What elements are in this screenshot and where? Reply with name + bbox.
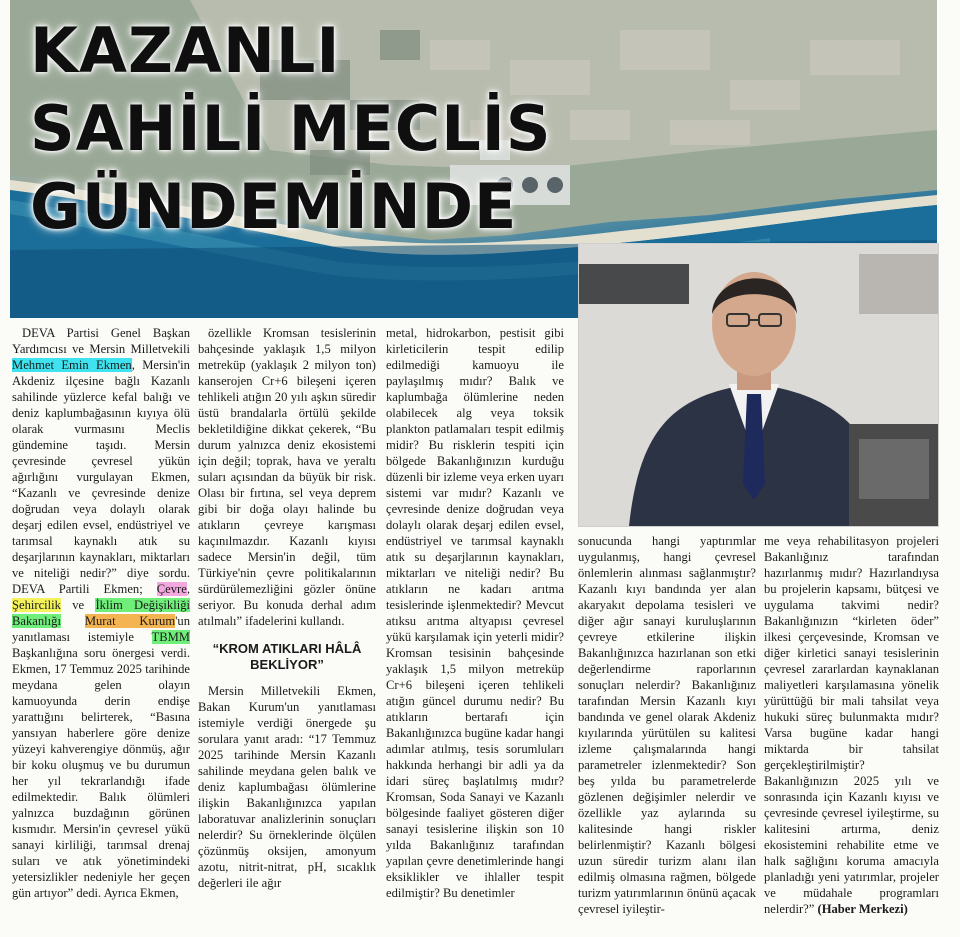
highlight-sehircilik: Şehircilik: [12, 598, 61, 612]
text: me veya rehabilitasyon projeleri Bakanlığınız tarafından hazırlanmış mıdır? Hazırlandıysa bu projelerin kapsamı, bütçesi ve uygulama takvimi nedir? Bakanlığınızın “kirleten öder” ilkesi çerçevesinde, Kromsan ve diğer kirletici sanayi tesislerinin çevresel zararlardan kaynaklanan maliyetleri karşılamasına yönelik yürüttüğü bir mali tahsilat veya hukuki süreç bulunmakta mıdır? Varsa bugüne kadar hangi miktarda bir tahsilat gerçekleştirilmiştir? Bakanlığınızın 2025 yılı ve sonrasında için Kazanlı kıyısı ve çevresinde çevresel iyileştirme, su kalitesini artırma, deniz ekosistemini rehabilite etme ve halk sağlığını koruma amacıyla planladığı yeni yatırımlar, projeler ve müdahale programları nelerdir?”: [764, 534, 939, 916]
paragraph: metal, hidrokarbon, pestisit gibi kirleticilerin tespit edilip edilmediği kamuoyu ile paylaşılmış mıdır? Balık ve kaplumbağa ölümlerine neden olabilecek alg veya toksik plankton patlamaları tespit edilmiş midir? Bu risklerin tespiti için bölgede Bakanlığınızın kurduğu düzenli bir izleme veya erken uyarı sistemi var mıdır? Kazanlı ve çevresinde denize doğrudan veya dolaylı olarak deşarj edilen evsel, endüstriyel ve tarımsal kaynaklı atık su deşarjlarının kaynakları, miktarları ve niteliği nedir? Bu atıkların ne kadarı arıtma tesislerinde işlenmektedir? Mevcut atıksu arıtma altyapısı çevresel yükü karşılamak için yeterli midir? Kromsan tesisinin bahçesinde yaklaşık 1,5 milyon metreküp Cr+6 bileşeni içeren tehlikeli atığın güncel durumu nedir? Bu atıkların bertarafı için Bakanlığınızca bugüne kadar hangi adımlar atılmış, tesis sorumluları hakkında herhangi bir adli ya da idari süreç başlatılmış mıdır? Kromsan, Soda Sanayi ve Kazanlı bölgesinde faaliyet gösteren diğer sanayi tesislerine ilişkin son 10 yılda Bakanlığınız tarafından yapılan çevre denetimlerinde hangi eksiklikler ve ihlaller tespit edilmiştir? Bu denetimler: [386, 326, 564, 900]
portrait-photo: [578, 243, 939, 527]
byline: (Haber Merkezi): [817, 902, 908, 916]
article-column-1: [12, 325, 190, 931]
article-column-2: [198, 325, 376, 931]
text: Başkanlığına soru önergesi verdi. Ekmen, 17 Temmuz 2025 tarihinde meydana gelen olayın kamuoyunda derin endişe yarattığını belirterek, “Basına yansıyan haberlere göre denize yüzeyi kahverengiye dönmüş, ağır bir koku oluşmuş ve bu durumun her yıl tekrarlandığı ifade edilmektedir. Balık ölümleri yalnızca buzdağının görünen kısmıdır. Mersin'in çevresel yükü sanayi kirliliği, tarımsal drenaj suları ve atık yönetimindeki yetersizlikler nedeniyle her geçen gün artıyor” dedi. Ayrıca Ekmen,: [12, 646, 190, 900]
article-column-3: [386, 325, 564, 931]
highlight-cevre: Çevre: [156, 582, 187, 596]
speaker-illustration: [579, 244, 938, 526]
article-column-5: [764, 533, 939, 931]
article-column-4: [578, 533, 756, 931]
highlight-name-ekmen: Mehmet Emin Ekmen: [12, 358, 132, 372]
text: 'un yanıtlaması istemiyle: [12, 614, 190, 644]
headline-line-1: KAZANLI: [30, 14, 341, 87]
headline: [30, 12, 552, 246]
highlight-iklim: İklim Değişikliği Bakanlığı: [12, 598, 190, 628]
text: [61, 614, 85, 628]
paragraph: [12, 325, 190, 901]
text: ve: [60, 598, 96, 612]
paragraph: Mersin Milletvekili Ekmen, Bakan Kurum'un yanıtlaması istemiyle verdiği önergede şu sorulara yanıt aradı: “17 Temmuz 2025 tarihinde Mersin Kazanlı sahilinde meydana gelen balık ve deniz kaplumbağası ölümlerine ilişkin Bakanlığınızca yapılan laboratuvar analizlerinin sonuçları nelerdir? Su örneklerinde ölçülen çözünmüş oksijen, amonyum azotu, nitrit-nitrat, pH, sıcaklık değerleri ile ağır: [198, 684, 376, 890]
paragraph: sonucunda hangi yaptırımlar uygulanmış, hangi çevresel önlemlerin alınması sağlanmıştır? Kazanlı kıyı bandında yer alan akaryakıt depolama tesisleri ve diğer ağır sanayi kuruluşlarının çevreye etkilerine ilişkin Bakanlığınızca hazırlanan son etki değerlendirme raporlarının sonuçları nelerdir? Bakanlığınız tarafından Mersin Kazanlı kıyı bandında ve genel olarak Akdeniz kıyılarında yürütülen su kalitesi izleme çalışmalarında hangi parametreler izlenmektedir? Son beş yılda bu parametrelerde gözlenen değişimler nelerdir ve özellikle yaz aylarında su kalitesinde hangi riskler belirlenmiştir? Kazanlı bölgesi uzun süredir turizm alanı ilan edilmiş olmasına rağmen, bölgede turizm yatırımlarının önünü açacak çevresel iyileştir-: [578, 534, 756, 916]
highlight-tbmm: TBMM: [151, 630, 190, 644]
highlight-murat-kurum: Murat Kurum: [84, 614, 176, 628]
paragraph: [764, 533, 939, 917]
subheading: “KROM ATIKLARI HÂLÂ BEKLİYOR”: [212, 641, 362, 672]
paragraph: özellikle Kromsan tesislerinin bahçesinde yaklaşık 1,5 milyon metreküp (yaklaşık 2 milyon ton) kanserojen Cr+6 bileşeni içeren tehlikeli atığın 20 yılı aşkın süredir üstü brandalarla örtülü şekilde bekletildiğine dikkat çekerek, “Bu durum yalnızca deniz ekosistemi için değil; toprak, hava ve yeraltı suları açısından da büyük bir risk. Olası bir fırtına, sel veya deprem gibi bir doğa olayı halinde bu atıkların çevreye karışması kaçınılmazdır. Kazanlı kıyısı sadece Mersin'in değil, tüm Türkiye'nin çevre politikalarının sürdürülemezliğini gözler önüne seriyor. Bu konuda derhal adım atılmalı” ifadelerini kullandı.: [198, 326, 376, 628]
text: DEVA Partisi Genel Başkan Yardımcısı ve Mersin Milletvekili: [12, 326, 190, 356]
headline-line-2: SAHİLİ MECLİS: [30, 92, 552, 165]
text: ,: [186, 582, 190, 596]
text: , Mersin'in Akdeniz ilçesine bağlı Kazanlı sahilinde yüzlerce kefal balığı ve deniz kaplumbağasının kıyıya ölü olarak vurmasını Meclis gündemine taşıdı. Mersin çevresinde çevresel yükün ağırlığını vurgulayan Ekmen, “Kazanlı ve çevresinde denize doğrudan veya dolaylı olarak deşarj edilen evsel, endüstriyel ve tarımsal kaynaklı atık su deşarjlarının kaynakları, miktarları ve niteliği nedir?” diye sordu. DEVA Partili Ekmen;: [12, 358, 190, 596]
headline-line-3: GÜNDEMİNDE: [30, 170, 518, 243]
